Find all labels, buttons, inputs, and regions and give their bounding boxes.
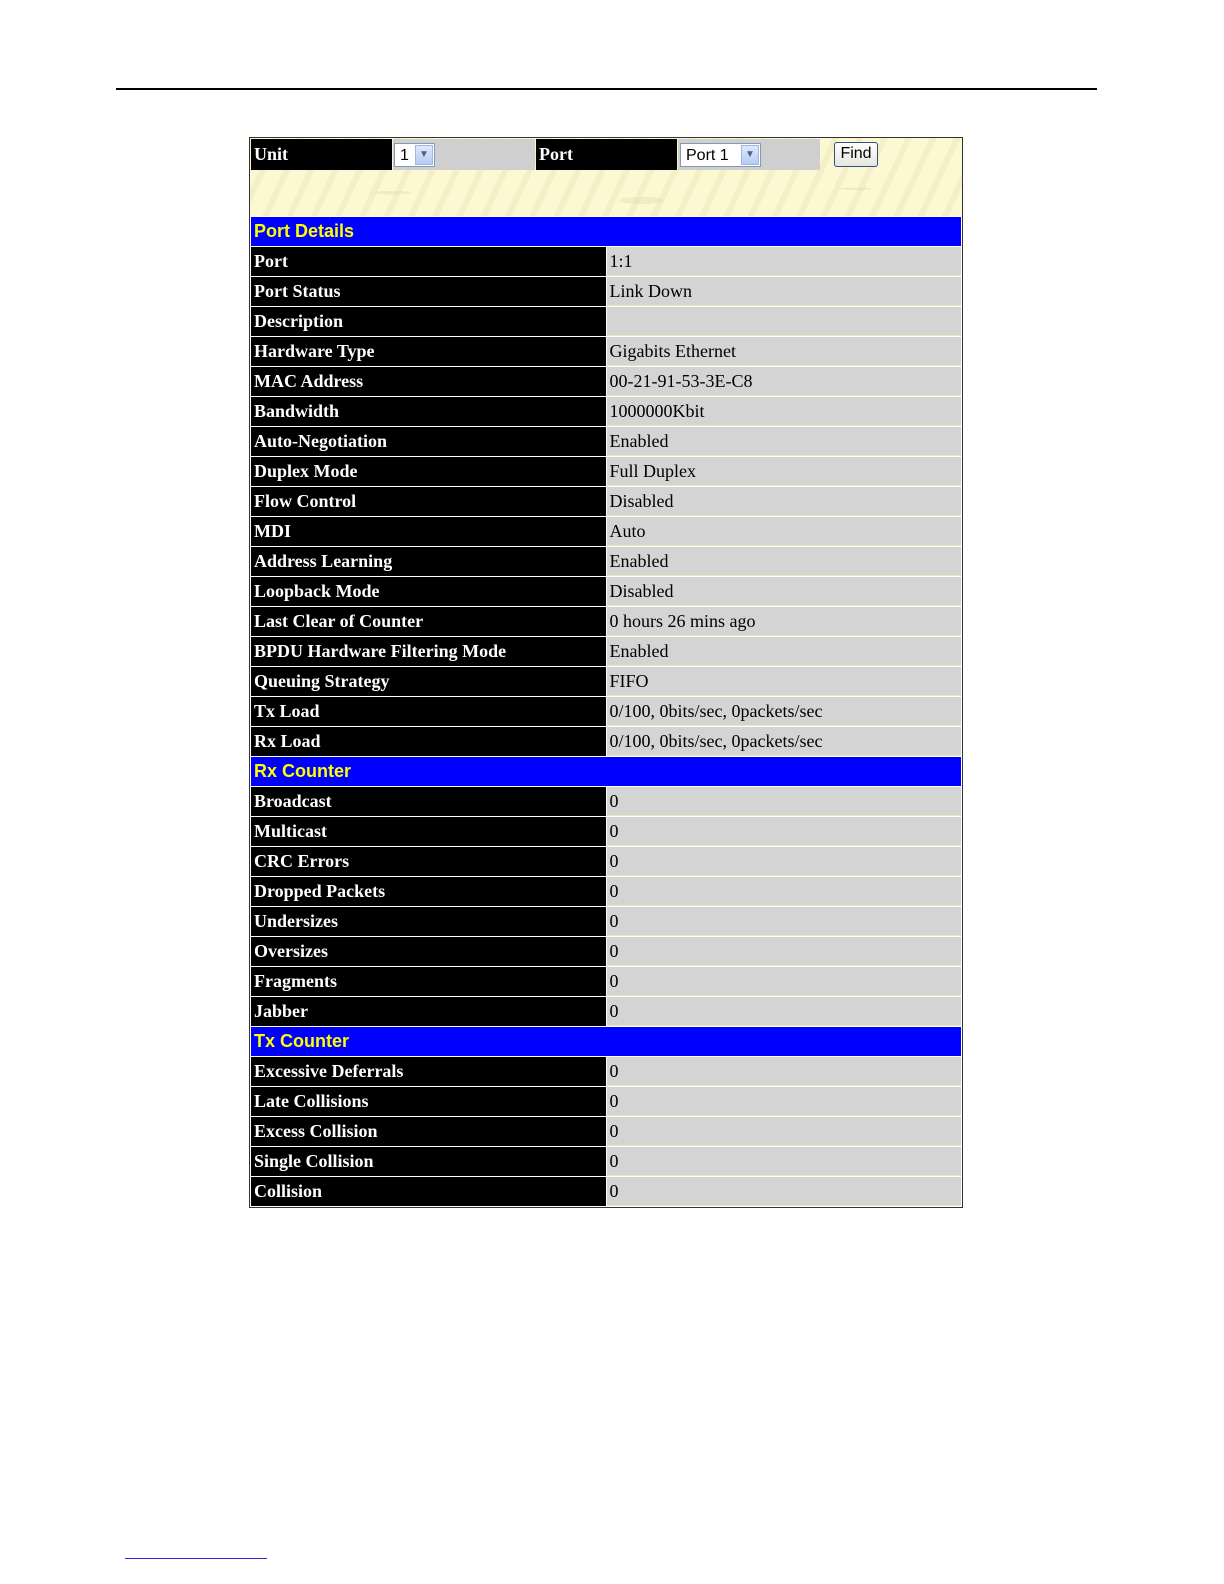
row-label: BPDU Hardware Filtering Mode xyxy=(251,637,606,666)
row-value: FIFO xyxy=(607,667,962,696)
table-row xyxy=(251,517,961,546)
section-header-row xyxy=(251,1027,961,1056)
row-label: Rx Load xyxy=(251,727,606,756)
table-row xyxy=(251,1087,961,1116)
filter-row xyxy=(251,139,961,170)
find-button[interactable]: Find xyxy=(834,142,878,167)
row-value: Auto xyxy=(607,517,962,546)
row-label: Collision xyxy=(251,1177,606,1206)
row-label: Flow Control xyxy=(251,487,606,516)
table-row xyxy=(251,307,961,336)
row-label: MAC Address xyxy=(251,367,606,396)
row-value: Enabled xyxy=(607,637,962,666)
table-row xyxy=(251,487,961,516)
row-value: 0 hours 26 mins ago xyxy=(607,607,962,636)
row-value: Link Down xyxy=(607,277,962,306)
row-value xyxy=(607,307,962,336)
footer-link-rule xyxy=(125,1558,267,1559)
row-label: Undersizes xyxy=(251,907,606,936)
row-value: 0 xyxy=(607,1087,962,1116)
table-row xyxy=(251,727,961,756)
row-value: Disabled xyxy=(607,487,962,516)
row-label: Excessive Deferrals xyxy=(251,1057,606,1086)
header-rule xyxy=(116,88,1097,90)
port-select-value: Port 1 xyxy=(686,147,729,164)
unit-cell xyxy=(393,139,535,170)
table-row xyxy=(251,697,961,726)
row-value: 0 xyxy=(607,1117,962,1146)
table-row xyxy=(251,427,961,456)
row-value: 0 xyxy=(607,1147,962,1176)
row-label: Description xyxy=(251,307,606,336)
row-value: 0 xyxy=(607,937,962,966)
table-row xyxy=(251,1117,961,1146)
table-row xyxy=(251,607,961,636)
row-label: Dropped Packets xyxy=(251,877,606,906)
table-row xyxy=(251,907,961,936)
section-title: Rx Counter xyxy=(251,757,961,786)
row-value: Gigabits Ethernet xyxy=(607,337,962,366)
row-value: 1:1 xyxy=(607,247,962,276)
row-label: Hardware Type xyxy=(251,337,606,366)
table-row xyxy=(251,367,961,396)
port-label: Port xyxy=(536,139,677,170)
table-row xyxy=(251,997,961,1026)
table-row xyxy=(251,937,961,966)
row-label: Tx Load xyxy=(251,697,606,726)
chevron-down-icon: ▼ xyxy=(415,145,433,165)
table-row xyxy=(251,397,961,426)
row-label: Auto-Negotiation xyxy=(251,427,606,456)
row-value: 0 xyxy=(607,1177,962,1206)
table-row xyxy=(251,817,961,846)
row-value: 00-21-91-53-3E-C8 xyxy=(607,367,962,396)
row-label: Bandwidth xyxy=(251,397,606,426)
table-row xyxy=(251,547,961,576)
row-value: Enabled xyxy=(607,547,962,576)
row-value: 0 xyxy=(607,877,962,906)
row-label: MDI xyxy=(251,517,606,546)
row-label: Multicast xyxy=(251,817,606,846)
row-label: Broadcast xyxy=(251,787,606,816)
row-label: Address Learning xyxy=(251,547,606,576)
row-label: Late Collisions xyxy=(251,1087,606,1116)
row-value: Full Duplex xyxy=(607,457,962,486)
section-header-row xyxy=(251,217,961,246)
row-label: CRC Errors xyxy=(251,847,606,876)
row-label: Loopback Mode xyxy=(251,577,606,606)
row-value: 0 xyxy=(607,997,962,1026)
table-row xyxy=(251,457,961,486)
section-header-row xyxy=(251,757,961,786)
filter-toolbar xyxy=(250,138,962,216)
row-value: 0/100, 0bits/sec, 0packets/sec xyxy=(607,727,962,756)
table-row xyxy=(251,637,961,666)
row-value: 0/100, 0bits/sec, 0packets/sec xyxy=(607,697,962,726)
table-row xyxy=(251,247,961,276)
row-label: Duplex Mode xyxy=(251,457,606,486)
table-row xyxy=(251,877,961,906)
table-row xyxy=(251,277,961,306)
row-value: 0 xyxy=(607,907,962,936)
chevron-down-icon: ▼ xyxy=(741,145,759,165)
row-value: 0 xyxy=(607,847,962,876)
section-title: Tx Counter xyxy=(251,1027,961,1056)
row-label: Fragments xyxy=(251,967,606,996)
row-value: 0 xyxy=(607,1057,962,1086)
table-row xyxy=(251,577,961,606)
row-value: 1000000Kbit xyxy=(607,397,962,426)
port-select[interactable] xyxy=(680,143,761,167)
table-row xyxy=(251,337,961,366)
row-label: Port xyxy=(251,247,606,276)
table-row xyxy=(251,1177,961,1206)
row-label: Queuing Strategy xyxy=(251,667,606,696)
details-table xyxy=(250,216,962,1207)
row-label: Jabber xyxy=(251,997,606,1026)
table-row xyxy=(251,667,961,696)
table-row xyxy=(251,847,961,876)
table-row xyxy=(251,1057,961,1086)
port-cell xyxy=(678,139,820,170)
row-label: Single Collision xyxy=(251,1147,606,1176)
row-label: Last Clear of Counter xyxy=(251,607,606,636)
row-value: Disabled xyxy=(607,577,962,606)
row-value: Enabled xyxy=(607,427,962,456)
port-details-panel xyxy=(249,137,963,1208)
table-row xyxy=(251,967,961,996)
table-row xyxy=(251,787,961,816)
row-value: 0 xyxy=(607,817,962,846)
row-label: Oversizes xyxy=(251,937,606,966)
row-label: Excess Collision xyxy=(251,1117,606,1146)
unit-label: Unit xyxy=(251,139,392,170)
row-value: 0 xyxy=(607,787,962,816)
table-row xyxy=(251,1147,961,1176)
unit-select-value: 1 xyxy=(400,147,409,164)
row-value: 0 xyxy=(607,967,962,996)
section-title: Port Details xyxy=(251,217,961,246)
row-label: Port Status xyxy=(251,277,606,306)
unit-select[interactable] xyxy=(394,143,435,167)
